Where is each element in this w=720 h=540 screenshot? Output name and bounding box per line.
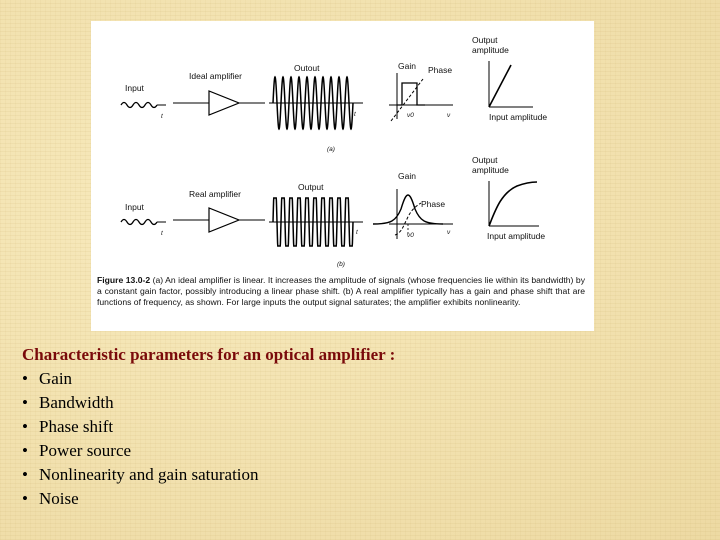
figure-caption [97,275,585,309]
parameters-bullets [22,367,702,511]
nu-label-b: ν [447,229,451,236]
t-label-a2: t [354,111,356,118]
amplifier-figure [91,21,594,331]
subfigure-b-label: (b) [337,261,345,268]
output-amplitude-text-b: Output [472,155,498,165]
parameter-item [22,439,702,463]
input-wave-b [121,220,157,225]
bullet-icon: • [22,489,28,508]
output-amplitude-label-b [472,155,509,175]
real-transfer-curve [489,182,537,226]
output-amplitude-text-a: Output [472,35,498,45]
parameter-text: Nonlinearity and gain saturation [39,465,259,484]
parameter-text: Phase shift [39,417,114,436]
input-label-b: Input [125,202,144,212]
parameter-item [22,487,702,511]
ideal-transfer-line [489,65,511,107]
parameter-text: Noise [39,489,79,508]
output-amplitude-label-a [472,35,509,55]
parameters-list [22,343,702,511]
input-label-a: Input [125,83,144,93]
ideal-amplifier-triangle [209,91,239,115]
nu-label-a: ν [447,112,451,119]
parameter-text: Power source [39,441,132,460]
nu0-label-a: ν0 [407,112,414,119]
parameter-text: Gain [39,369,73,388]
real-amplifier-triangle [209,208,239,232]
t-label-b2: t [356,229,358,236]
parameter-item [22,367,702,391]
bullet-icon: • [22,393,28,412]
input-amplitude-label-a: Input amplitude [489,112,548,122]
figure-number: Figure 13.0-2 [97,275,151,285]
gain-label-b: Gain [398,171,416,181]
output-label-a: Outout [294,63,320,73]
t-label-a1: t [161,113,163,120]
bullet-icon: • [22,465,28,484]
parameter-text: Bandwidth [39,393,114,412]
input-wave-a [121,103,157,108]
bullet-icon: • [22,417,28,436]
caption-text: (a) An ideal amplifier is linear. It increases the amplitude of signals (whose frequencies lie within its bandwidth) by a constant gain factor, possibly introducing a linear phase shift. (b) A real amplifier typically has a gain and phase shift that are functions of frequency, as shown. For large inputs the output signal saturates; the amplifier exhibits nonlinearity. [97,275,585,308]
bullet-icon: • [22,441,28,460]
phase-label-b: Phase [421,199,446,209]
subfigure-a-label: (a) [327,146,335,153]
bullet-icon: • [22,369,28,388]
nu0-label-b: ν0 [407,232,414,239]
parameter-item [22,391,702,415]
gain-label-a: Gain [398,61,416,71]
label-line: amplitude [472,45,509,55]
ideal-amplifier-label: Ideal amplifier [189,71,242,81]
t-label-b1: t [161,230,163,237]
parameter-item [22,415,702,439]
phase-label-a: Phase [428,65,453,75]
ideal-gain-curve [397,83,425,105]
label-line: amplitude [472,165,509,175]
parameters-heading: Characteristic parameters for an optical amplifier : [22,345,396,364]
input-amplitude-label-b: Input amplitude [487,231,546,241]
parameter-item [22,463,702,487]
output-label-b: Output [298,182,324,192]
real-amplifier-label: Real amplifier [189,189,241,199]
real-phase-curve [395,203,421,235]
